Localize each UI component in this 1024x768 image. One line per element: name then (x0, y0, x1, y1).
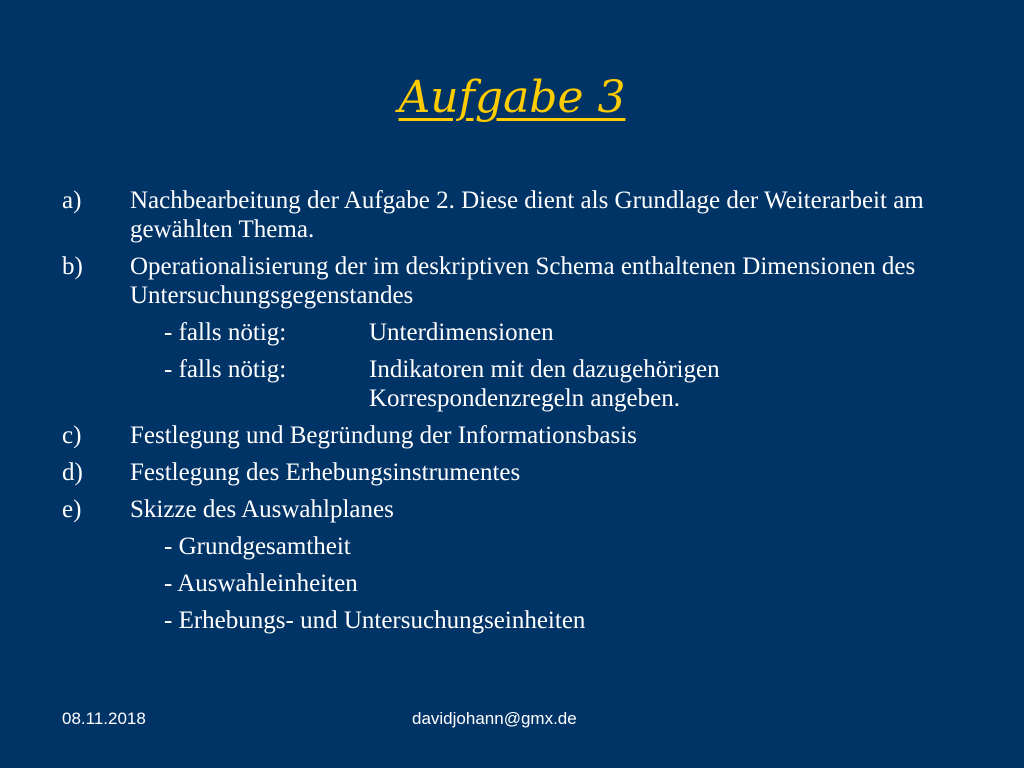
list-item-e (62, 495, 962, 524)
slide-title: Aufgabe 3 (398, 72, 626, 123)
list-item-d (62, 458, 962, 487)
sub-item-label: - falls nötig: (164, 319, 287, 346)
item-text: Operationalisierung der im deskriptiven Schema enthaltenen Dimensionen des Untersuchungsgegenstandes (130, 253, 916, 309)
slide-body (62, 186, 962, 643)
sub-item-text: - Grundgesamtheit (164, 533, 351, 560)
item-marker: a) (62, 187, 82, 214)
sub-item (62, 569, 962, 598)
footer-email: davidjohann@gmx.de (412, 709, 577, 728)
item-text: Festlegung und Begründung der Informationsbasis (130, 422, 637, 449)
item-text: Skizze des Auswahlplanes (130, 496, 394, 523)
sub-item-text: - Auswahleinheiten (164, 570, 358, 597)
sub-item (62, 532, 962, 561)
item-text: Nachbearbeitung der Aufgabe 2. Diese dient als Grundlage der Weiterarbeit am gewählten Thema. (130, 187, 924, 243)
sub-item (62, 606, 962, 635)
sub-item-label: - falls nötig: (164, 356, 287, 383)
list-item-a (62, 186, 962, 244)
sub-item-text: Unterdimensionen (369, 319, 554, 346)
sub-item-text: Indikatoren mit den dazugehörigen Korrespondenzregeln angeben. (369, 356, 720, 412)
item-marker: c) (62, 422, 82, 449)
list-item-b (62, 252, 962, 310)
item-text: Festlegung des Erhebungsinstrumentes (130, 459, 521, 486)
footer-date: 08.11.2018 (62, 709, 146, 728)
item-marker: e) (62, 496, 82, 523)
item-marker: b) (62, 253, 83, 280)
sub-item (62, 318, 962, 347)
item-marker: d) (62, 459, 83, 486)
list-item-c (62, 421, 962, 450)
sub-item-text: - Erhebungs- und Untersuchungseinheiten (164, 607, 586, 634)
sub-item (62, 355, 962, 413)
